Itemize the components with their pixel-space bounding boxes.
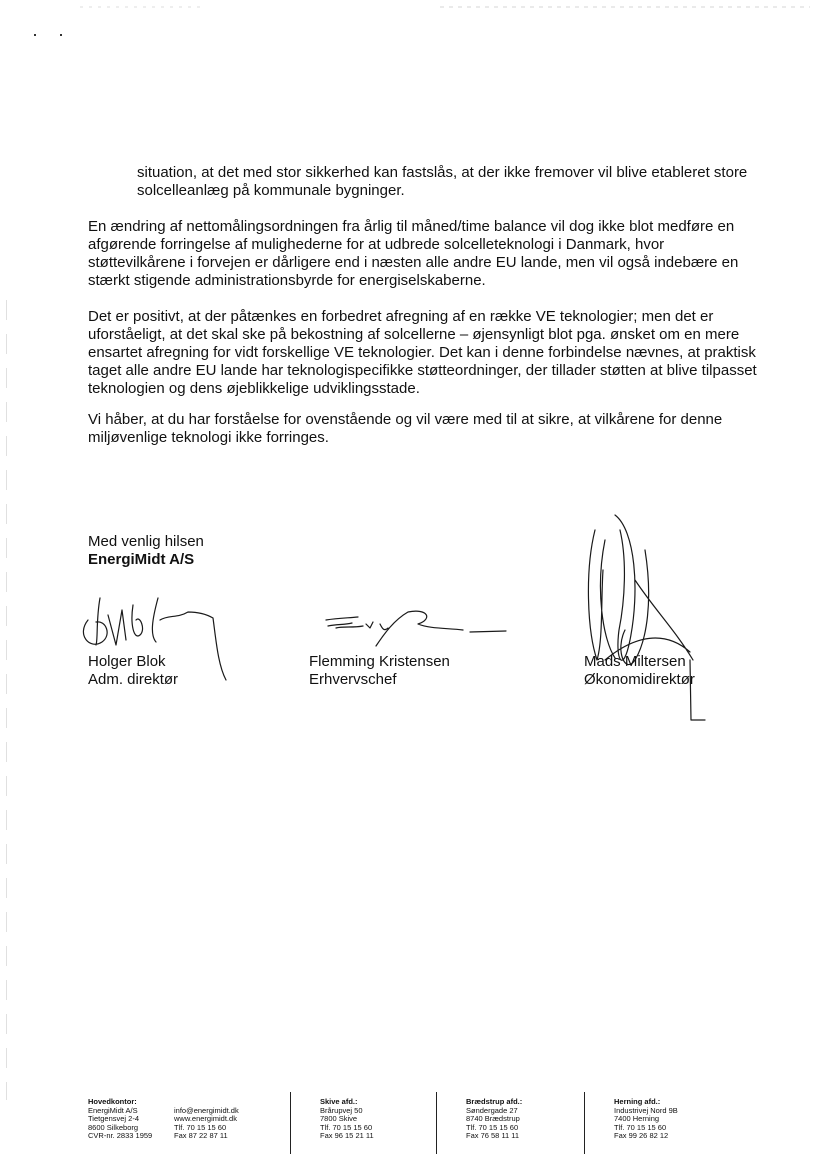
footer-line: 8600 Silkeborg bbox=[88, 1122, 139, 1132]
signatory-title: Økonomidirektør bbox=[584, 671, 695, 688]
signatory-name: Holger Blok bbox=[88, 653, 166, 670]
body-paragraph: situation, at det med stor sikkerhed kan fastslås, at der ikke fremover vil blive etableret store solcelleanlæg på kommunale bygninger. bbox=[137, 164, 748, 199]
footer-line: Fax 87 22 87 11 bbox=[174, 1131, 228, 1141]
footer-line: 7400 Herning bbox=[614, 1114, 660, 1124]
scan-edge-artifact bbox=[0, 6, 819, 8]
scan-speck bbox=[34, 34, 36, 36]
signatory-title: Erhvervschef bbox=[309, 671, 397, 688]
footer-branch-skive bbox=[320, 1098, 374, 1141]
footer-branch-braedstrup bbox=[466, 1098, 522, 1141]
signatory-title: Adm. direktør bbox=[88, 671, 179, 688]
footer-line: 8740 Brædstrup bbox=[466, 1114, 520, 1124]
signatory-2 bbox=[309, 653, 450, 689]
footer-line: Industrivej Nord 9B bbox=[614, 1105, 678, 1115]
signatory-name: Flemming Kristensen bbox=[309, 653, 450, 670]
signature-flemming-kristensen bbox=[318, 604, 508, 649]
footer-line: EnergiMidt A/S bbox=[88, 1105, 138, 1115]
greeting: Med venlig hilsen bbox=[88, 533, 204, 550]
body-paragraph: En ændring af nettomålingsordningen fra årlig til måned/time balance vil dog ikke blot medføre en afgørende forringelse af mulighederne for at udbrede solcelleteknologi i Danmark, hvor støttevilkårene i forvejen er dårligere end i næsten alle andre EU lande, men vil også indebære en stærkt stigende administrationsbyrde for energiselskaberne. bbox=[88, 218, 739, 289]
footer-line: Fax 76 58 11 11 bbox=[466, 1131, 520, 1141]
footer-head-office bbox=[88, 1098, 152, 1141]
scan-edge-artifact bbox=[6, 300, 7, 1100]
footer-divider bbox=[290, 1092, 291, 1154]
signatory-name: Mads Miltersen bbox=[584, 653, 686, 670]
footer-email-link[interactable]: info@energimidt.dk bbox=[174, 1105, 239, 1115]
body-paragraph: Vi håber, at du har forståelse for ovenstående og vil være med til at sikre, at vilkårene for denne miljøvenlige teknologi ikke forringes. bbox=[88, 411, 723, 446]
footer-line: Fax 99 26 82 12 bbox=[614, 1131, 669, 1141]
signatory-3 bbox=[584, 653, 695, 689]
company-name: EnergiMidt A/S bbox=[88, 551, 195, 568]
footer-line: Tlf. 70 15 15 60 bbox=[174, 1122, 227, 1132]
body-paragraph: Det er positivt, at der påtænkes en forbedret afregning af en række VE teknologier; men det er uforståeligt, at det skal ske på bekostning af solcellerne – øjensynligt blot pga. ønsket om en mere ensartet afregning for vidt forskellige VE teknologier. Det kan i denne forbindelse nævnes, at praktisk taget alle andre EU lande har teknologispecifikke støtteordninger, der tillader støtten at blive tilpasset teknologien og dens øjeblikkelige udviklingsstade. bbox=[88, 308, 757, 397]
footer-divider bbox=[584, 1092, 585, 1154]
signatory-1 bbox=[88, 653, 178, 689]
footer-line: Tlf. 70 15 15 60 bbox=[466, 1122, 519, 1132]
footer-line: Tietgensvej 2-4 bbox=[88, 1114, 139, 1124]
closing bbox=[88, 533, 204, 569]
footer-heading: Hovedkontor: bbox=[88, 1097, 137, 1106]
footer-line: Tlf. 70 15 15 60 bbox=[320, 1122, 373, 1132]
footer-branch-herning bbox=[614, 1098, 678, 1141]
footer-line: Søndergade 27 bbox=[466, 1105, 518, 1115]
footer-divider bbox=[436, 1092, 437, 1154]
footer-line: Tlf. 70 15 15 60 bbox=[614, 1122, 667, 1132]
footer-line: Brårupvej 50 bbox=[320, 1105, 363, 1115]
scan-speck bbox=[60, 34, 62, 36]
footer-heading: Brædstrup afd.: bbox=[466, 1097, 523, 1106]
footer-head-office-contact bbox=[174, 1107, 239, 1141]
footer-line: Fax 96 15 21 11 bbox=[320, 1131, 374, 1141]
footer-website-link[interactable]: www.energimidt.dk bbox=[174, 1114, 237, 1124]
signature-mads-miltersen bbox=[575, 510, 715, 725]
footer-heading: Skive afd.: bbox=[320, 1097, 358, 1106]
footer-heading: Herning afd.: bbox=[614, 1097, 661, 1106]
footer-line: CVR-nr. 2833 1959 bbox=[88, 1131, 153, 1141]
footer-line: 7800 Skive bbox=[320, 1114, 358, 1124]
